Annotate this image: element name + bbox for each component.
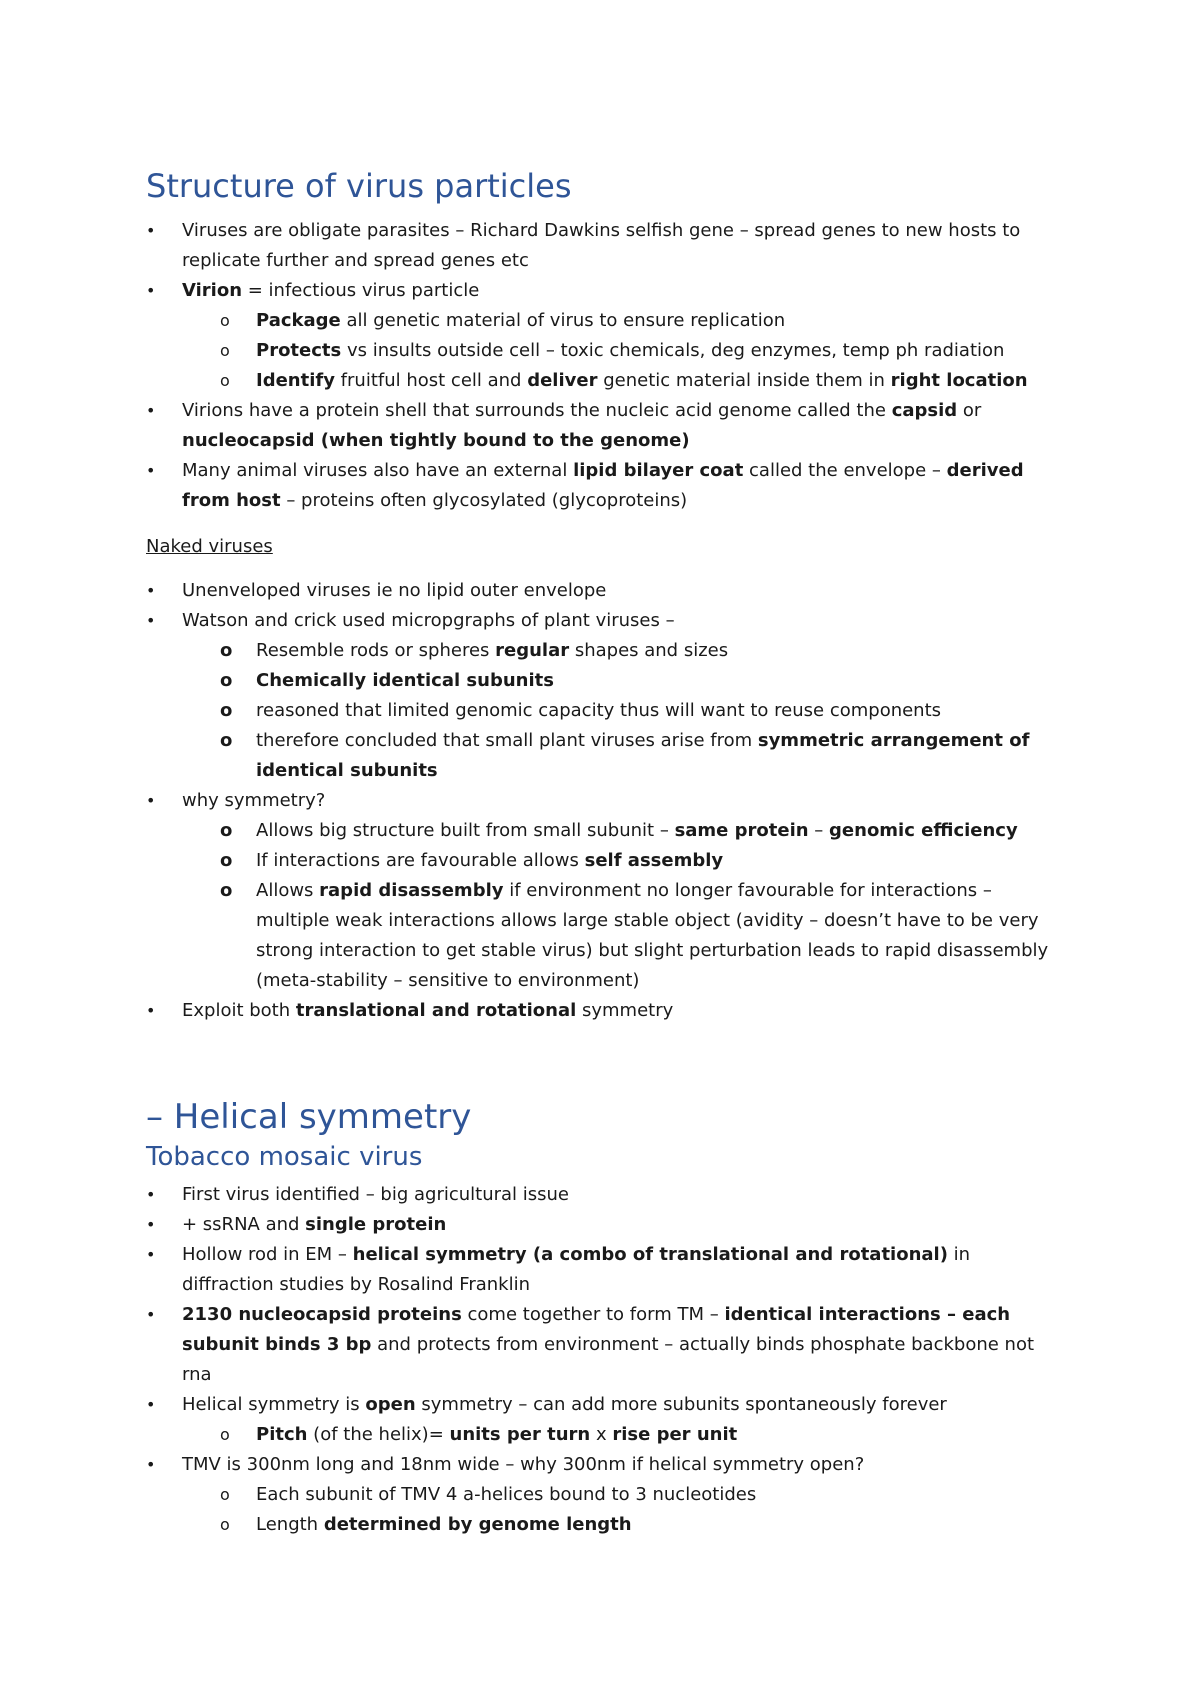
text: – [808,820,830,841]
list-item [146,1450,1066,1540]
text: why symmetry? [182,790,326,811]
text: Unenveloped viruses ie no lipid outer envelope [182,580,607,601]
bold-text: nucleocapsid (when tightly bound to the genome) [182,430,690,451]
bold-text: derived from host [182,460,1024,511]
section-title-structure: Structure of virus particles [146,167,572,205]
sub-list [182,1480,1066,1540]
bold-text: identical interactions – each subunit binds 3 bp [182,1304,1011,1355]
bold-text: determined by genome length [323,1514,632,1535]
sub-bullet-marker: o [220,850,233,871]
text: = infectious virus particle [242,280,480,301]
text: Each subunit of TMV 4 a-helices bound to 3 nucleotides [256,1484,757,1505]
bold-text: same protein [674,820,809,841]
bold-text: 2130 nucleocapsid proteins [182,1304,462,1325]
sub-bullet-marker: o [220,341,230,360]
bullet-marker: • [146,581,156,600]
bold-text: Chemically identical subunits [256,670,554,691]
text: vs insults outside cell – toxic chemicals, deg enzymes, temp ph radiation [341,340,1005,361]
tmv-bullet-list [146,1180,1066,1540]
subtitle-tobacco-mosaic-virus: Tobacco mosaic virus [146,1142,423,1172]
bold-text: lipid bilayer coat [573,460,744,481]
bullet-marker: • [146,1001,156,1020]
text: TMV is 300nm long and 18nm wide – why 300nm if helical symmetry open? [182,1454,865,1475]
bold-text: single protein [305,1214,447,1235]
bullet-marker: • [146,281,156,300]
sub-list-item [146,1510,1066,1540]
sub-list-item [146,1420,1066,1450]
text: symmetry – can add more subunits spontaneously forever [415,1394,947,1415]
bullet-marker: • [146,1245,156,1264]
text: come together to form TM – [461,1304,725,1325]
text: Virions have a protein shell that surrounds the nucleic acid genome called the [182,400,892,421]
list-item [146,1240,1066,1300]
sub-list-item [146,816,1066,846]
list-item [146,1390,1066,1450]
subheading-naked-viruses: Naked viruses [146,536,273,557]
bold-text: Identify [256,370,335,391]
text: and protects from environment – actually binds phosphate backbone not rna [182,1334,1035,1385]
sub-list-item [146,366,1066,396]
text: Many animal viruses also have an external [182,460,574,481]
text: if environment no longer favourable for interactions – multiple weak interactions allows large stable object (avidity – doesn’t have to be very strong interaction to get stable virus) but slight perturbation leads to rapid disassembly (meta-stability – sensitive to environment) [256,880,1049,991]
sub-list-item [146,696,1066,726]
sub-bullet-marker: o [220,820,233,841]
sub-bullet-marker: o [220,670,233,691]
text: Resemble rods or spheres [256,640,496,661]
sub-bullet-marker: o [220,371,230,390]
bold-text: regular [495,640,570,661]
list-item [146,216,1066,276]
text: or [957,400,982,421]
sub-list [182,636,1066,786]
sub-bullet-marker: o [220,640,233,661]
sub-bullet-marker: o [220,1425,230,1444]
sub-list-item [146,666,1066,696]
bold-text: Package [256,310,341,331]
bullet-marker: • [146,791,156,810]
sub-list-item [146,336,1066,366]
bold-text: rise per unit [612,1424,738,1445]
text: (of the helix)= [307,1424,450,1445]
document-body [146,168,1066,1540]
sub-bullet-marker: o [220,1515,230,1534]
bullet-marker: • [146,611,156,630]
text: all genetic material of virus to ensure replication [340,310,786,331]
sub-bullet-marker: o [220,700,233,721]
text: shapes and sizes [569,640,729,661]
sub-bullet-marker: o [220,311,230,330]
text: – proteins often glycosylated (glycoproteins) [280,490,688,511]
list-item [146,276,1066,396]
section-title-helical: – Helical symmetry [146,1097,472,1137]
bold-text: units per turn [449,1424,591,1445]
text: First virus identified – big agricultural issue [182,1184,570,1205]
sub-list-item [146,636,1066,666]
sub-list [182,1420,1066,1450]
bold-text: capsid [891,400,958,421]
text: reasoned that limited genomic capacity thus will want to reuse components [256,700,942,721]
structure-bullet-list [146,216,1066,516]
bullet-marker: • [146,1395,156,1414]
bold-text: translational and rotational [295,1000,577,1021]
text: genetic material inside them in [597,370,891,391]
naked-viruses-bullet-list [146,576,1066,1026]
bold-text: Pitch [256,1424,308,1445]
spacer [146,1026,1066,1098]
list-item [146,606,1066,786]
bold-text: genomic efficiency [829,820,1018,841]
sub-bullet-marker: o [220,730,233,751]
bullet-marker: • [146,1215,156,1234]
bold-text: helical symmetry (a combo of translational and rotational) [352,1244,948,1265]
text: Allows [256,880,320,901]
bold-text: deliver [527,370,598,391]
sub-list-item [146,726,1066,786]
bullet-marker: • [146,221,156,240]
bold-text: Protects [256,340,342,361]
list-item [146,1180,1066,1210]
text: symmetry [576,1000,674,1021]
text: Hollow rod in EM – [182,1244,353,1265]
text: Allows big structure built from small subunit – [256,820,675,841]
text: If interactions are favourable allows [256,850,585,871]
list-item [146,456,1066,516]
list-item [146,396,1066,456]
bullet-marker: • [146,1305,156,1324]
text: Watson and crick used micropgraphs of plant viruses – [182,610,675,631]
bullet-marker: • [146,1185,156,1204]
text: Length [256,1514,324,1535]
list-item [146,786,1066,996]
list-item [146,996,1066,1026]
sub-list [182,816,1066,996]
text: in diffraction studies by Rosalind Franklin [182,1244,971,1295]
bold-text: self assembly [584,850,724,871]
sub-list [182,306,1066,396]
sub-bullet-marker: o [220,880,233,901]
bold-text: right location [890,370,1028,391]
text: Exploit both [182,1000,296,1021]
text: Viruses are obligate parasites – Richard Dawkins selfish gene – spread genes to new hosts to replicate further and spread genes etc [182,220,1021,271]
list-item [146,1210,1066,1240]
sub-list-item [146,876,1066,996]
sub-list-item [146,1480,1066,1510]
list-item [146,1300,1066,1390]
text: + ssRNA and [182,1214,306,1235]
sub-bullet-marker: o [220,1485,230,1504]
text: x [590,1424,613,1445]
bullet-marker: • [146,461,156,480]
bold-text: Virion [182,280,243,301]
bold-text: symmetric arrangement of identical subunits [256,730,1030,781]
text: therefore concluded that small plant viruses arise from [256,730,758,751]
sub-list-item [146,306,1066,336]
bullet-marker: • [146,1455,156,1474]
bullet-marker: • [146,401,156,420]
bold-text: open [365,1394,416,1415]
bold-text: rapid disassembly [319,880,504,901]
list-item [146,576,1066,606]
text: fruitful host cell and [334,370,528,391]
text: called the envelope – [743,460,947,481]
text: Helical symmetry is [182,1394,366,1415]
sub-list-item [146,846,1066,876]
